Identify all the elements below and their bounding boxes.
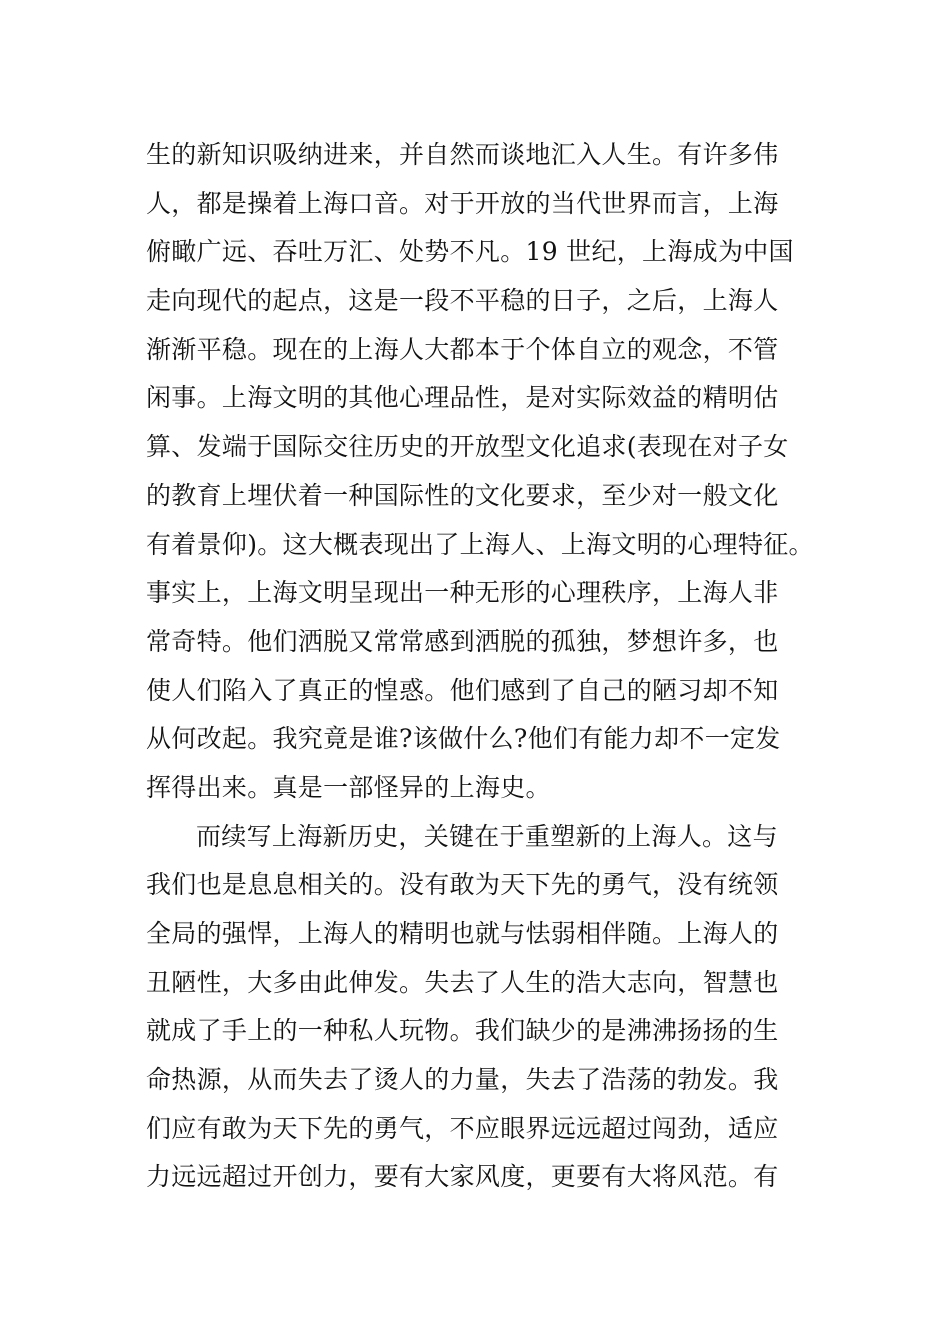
text-line: 命热源，从而失去了烫人的力量，失去了浩荡的勃发。我	[146, 1065, 779, 1095]
text-line: 有着景仰)。这大概表现出了上海人、上海文明的心理特征。	[146, 529, 814, 559]
text-line: 全局的强悍，上海人的精明也就与怯弱相伴随。上海人的	[146, 919, 779, 948]
text-line: 俯瞰广远、吞吐万汇、处势不凡。19 世纪，上海成为中国	[146, 237, 794, 267]
text-line: 常奇特。他们洒脱又常常感到洒脱的孤独，梦想许多，也	[146, 626, 779, 656]
text-line: 走向现代的起点，这是一段不平稳的日子，之后，上海人	[146, 286, 779, 316]
text-line: 从何改起。我究竟是谁?该做什么?他们有能力却不一定发	[146, 724, 781, 754]
text-line: 力远远超过开创力，要有大家风度，更要有大将风范。有	[146, 1162, 779, 1192]
text-line: 渐渐平稳。现在的上海人大都本于个体自立的观念，不管	[146, 334, 779, 364]
text-line: 使人们陷入了真正的惶惑。他们感到了自己的陋习却不知	[146, 675, 779, 705]
text-line: 们应有敢为天下先的勇气，不应眼界远远超过闯劲，适应	[146, 1113, 779, 1143]
text-line: 生的新知识吸纳进来，并自然而谈地汇入人生。有许多伟	[146, 140, 779, 169]
text-line: 算、发端于国际交往历史的开放型文化追求(表现在对子女	[146, 432, 789, 462]
text-line: 闲事。上海文明的其他心理品性，是对实际效益的精明估	[146, 383, 779, 413]
text-line: 我们也是息息相关的。没有敢为天下先的勇气，没有统领	[146, 870, 779, 900]
text-line: 挥得出来。真是一部怪异的上海史。	[146, 772, 551, 802]
text-line: 丑陋性，大多由此伸发。失去了人生的浩大志向，智慧也	[146, 967, 779, 997]
text-line: 事实上，上海文明呈现出一种无形的心理秩序，上海人非	[146, 578, 779, 608]
paragraph-first-line: 而续写上海新历史，关键在于重塑新的上海人。这与	[196, 821, 778, 851]
text-line: 的教育上埋伏着一种国际性的文化要求，至少对一般文化	[146, 480, 779, 510]
text-line: 人，都是操着上海口音。对于开放的当代世界而言，上海	[146, 188, 779, 218]
body-text	[146, 131, 816, 1202]
text-line: 就成了手上的一种私人玩物。我们缺少的是沸沸扬扬的生	[146, 1016, 779, 1046]
